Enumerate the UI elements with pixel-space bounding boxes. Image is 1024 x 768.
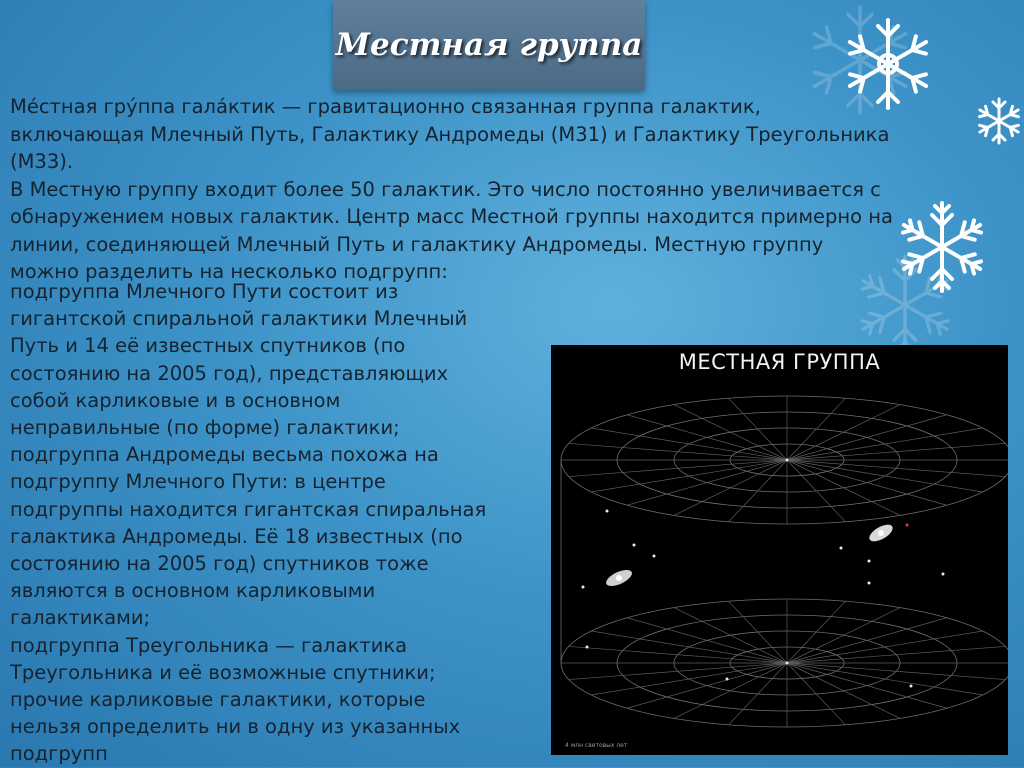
subgroup-line: состоянию на 2005 год) спутников тоже (10, 552, 429, 576)
subgroup-line: состоянию на 2005 год), представляющих (10, 361, 449, 385)
figure-title: МЕСТНАЯ ГРУППА (678, 350, 881, 374)
intro-line: (M33). (10, 150, 74, 173)
subgroup-line: подгруппу Млечного Пути: в центре (10, 470, 386, 494)
subgroup-line: подгруппы находится гигантская спиральная (10, 497, 487, 521)
local-group-figure (551, 345, 1008, 755)
subgroup-line: галактика Андромеды. Её 18 известных (по (10, 524, 463, 548)
subgroups-text (10, 278, 555, 768)
title-box (333, 0, 645, 90)
slide-title: Местная группа (335, 27, 643, 63)
subgroup-line: являются в основном карликовыми (10, 579, 376, 603)
subgroup-line: подгруппа Млечного Пути состоит из (10, 280, 399, 303)
scale-label: 4 млн световых лет (565, 742, 628, 749)
intro-line: линии, соединяющей Млечный Путь и галактику Андромеды. Местную группу (10, 232, 824, 256)
intro-line: включающая Млечный Путь, Галактику Андромеды (M31) и Галактику Треугольника (10, 122, 890, 146)
subgroup-line: Путь и 14 её известных спутников (по (10, 334, 406, 358)
intro-line: можно разделить на несколько подгрупп: (10, 260, 448, 283)
intro-line: Ме́стная гру́ппа гала́ктик — гравитационно связанная группа галактик, (10, 95, 761, 118)
subgroup-line: подгрупп (10, 742, 108, 766)
subgroup-line: подгруппа Треугольника — галактика (10, 633, 408, 657)
intro-paragraph (10, 93, 1024, 286)
subgroup-line: собой карликовые и в основном (10, 388, 341, 412)
intro-line: обнаружением новых галактик. Центр масс Местной группы находится примерно на (10, 205, 893, 228)
subgroup-line: подгруппа Андромеды весьма похожа на (10, 443, 439, 467)
subgroup-line: Треугольника и её возможные спутники; (10, 660, 436, 684)
subgroup-line: гигантской спиральной галактики Млечный (10, 307, 468, 331)
intro-line: В Местную группу входит более 50 галактик. Это число постоянно увеличивается с (10, 177, 881, 201)
subgroup-line: неправильные (по форме) галактики; (10, 416, 400, 440)
subgroup-line: нельзя определить ни в одну из указанных (10, 715, 461, 739)
subgroup-line: галактиками; (10, 606, 151, 630)
local-group-diagram (551, 345, 1008, 755)
subgroup-line: прочие карликовые галактики, которые (10, 688, 426, 712)
